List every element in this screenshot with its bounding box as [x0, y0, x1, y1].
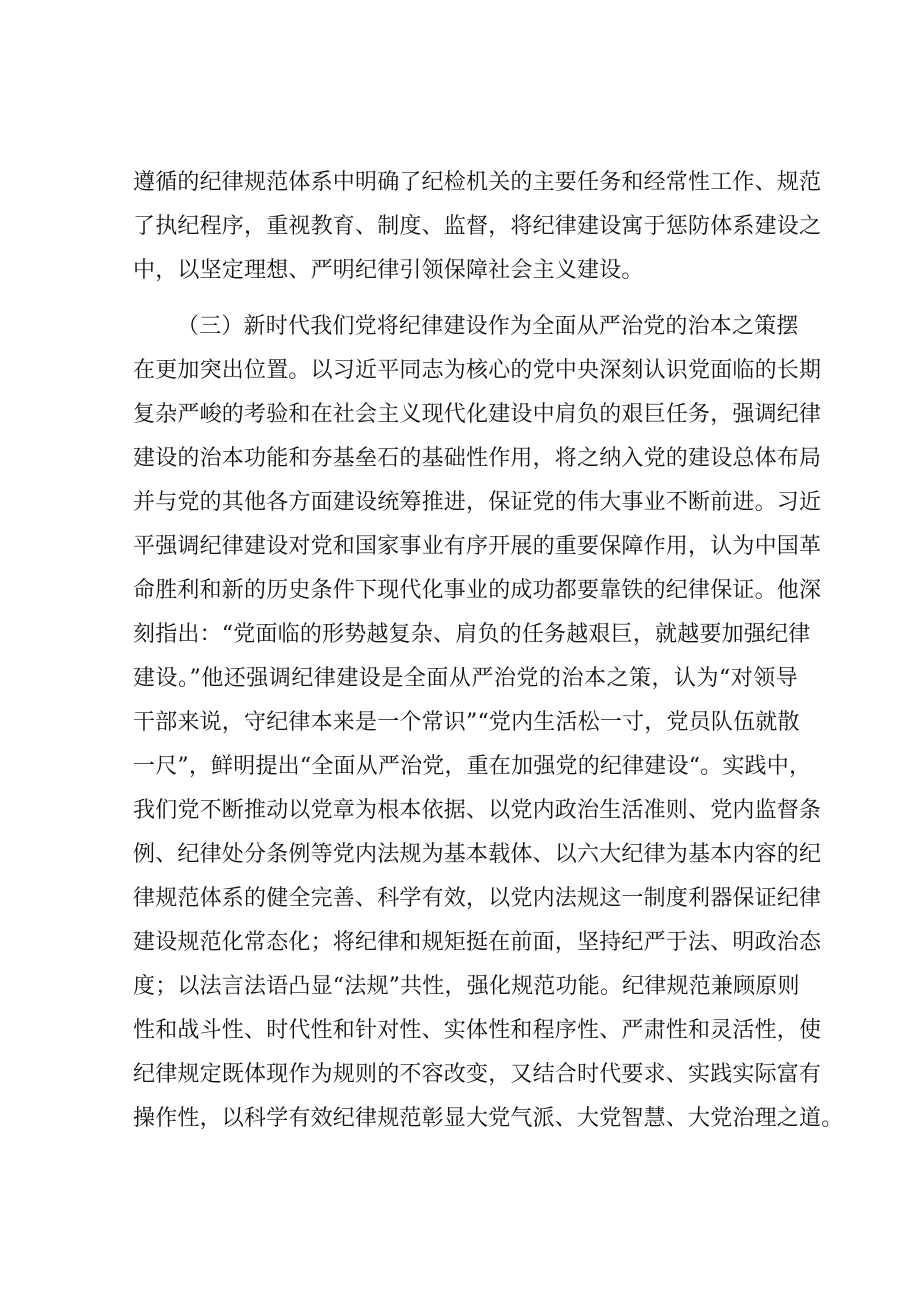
- paragraph-2-line-4: 建设的治本功能和夯基垒石的基础性作用，将之纳入党的建设总体布局: [133, 446, 822, 471]
- paragraph-2-line-10: 干部来说，守纪律本来是一个常识”“党内生活松一寸，党员队伍就散: [133, 710, 800, 735]
- paragraph-2-line-2: 在更加突出位置。以习近平同志为核心的党中央深刻认识党面临的长期: [133, 358, 822, 383]
- paragraph-2-line-14: 律规范体系的健全完善、科学有效，以党内法规这一制度利器保证纪律: [133, 886, 822, 911]
- paragraph-2-line-16: 度；以法言法语凸显“法规”共性，强化规范功能。纪律规范兼顾原则: [133, 974, 800, 999]
- paragraph-2-line-3: 复杂严峻的考验和在社会主义现代化建设中肩负的艰巨任务，强调纪律: [133, 402, 822, 427]
- paragraph-1-line-2: 了执纪程序，重视教育、制度、监督，将纪律建设寓于惩防体系建设之: [133, 214, 822, 239]
- paragraph-2-line-11: 一尺”，鲜明提出“全面从严治党，重在加强党的纪律建设“。实践中，: [133, 754, 812, 779]
- paragraph-2-line-13: 例、纪律处分条例等党内法规为基本载体、以六大纪律为基本内容的纪: [133, 842, 822, 867]
- paragraph-2-line-6: 平强调纪律建设对党和国家事业有序开展的重要保障作用，认为中国革: [133, 534, 822, 559]
- paragraph-2-line-18: 纪律规定既体现作为规则的不容改变，又结合时代要求、实践实际富有: [133, 1062, 822, 1087]
- paragraph-2-line-17: 性和战斗性、时代性和针对性、实体性和程序性、严肃性和灵活性，使: [133, 1018, 822, 1043]
- paragraph-2-line-12: 我们党不断推动以党章为根本依据、以党内政治生活准则、党内监督条: [133, 798, 822, 823]
- paragraph-2-line-9: 建设。”他还强调纪律建设是全面从严治党的治本之策，认为“对领导: [133, 666, 798, 691]
- paragraph-2-line-15: 建设规范化常态化；将纪律和规矩挺在前面，坚持纪严于法、明政治态: [133, 930, 822, 955]
- paragraph-2-line-19: 操作性，以科学有效纪律规范彰显大党气派、大党智慧、大党治理之道。: [133, 1106, 844, 1131]
- paragraph-2-line-8: 刻指出：“党面临的形势越复杂、肩负的任务越艰巨，就越要加强纪律: [133, 622, 811, 647]
- paragraph-2-line-7: 命胜利和新的历史条件下现代化事业的成功都要靠铁的纪律保证。他深: [133, 578, 822, 603]
- paragraph-2-line-1: （三）新时代我们党将纪律建设作为全面从严治党的治本之策摆: [177, 314, 799, 339]
- paragraph-1-line-1: 遵循的纪律规范体系中明确了纪检机关的主要任务和经常性工作、规范: [133, 170, 822, 195]
- paragraph-1-line-3: 中，以坚定理想、严明纪律引领保障社会主义建设。: [133, 258, 644, 283]
- paragraph-2-line-5: 并与党的其他各方面建设统筹推进，保证党的伟大事业不断前进。习近: [133, 490, 822, 515]
